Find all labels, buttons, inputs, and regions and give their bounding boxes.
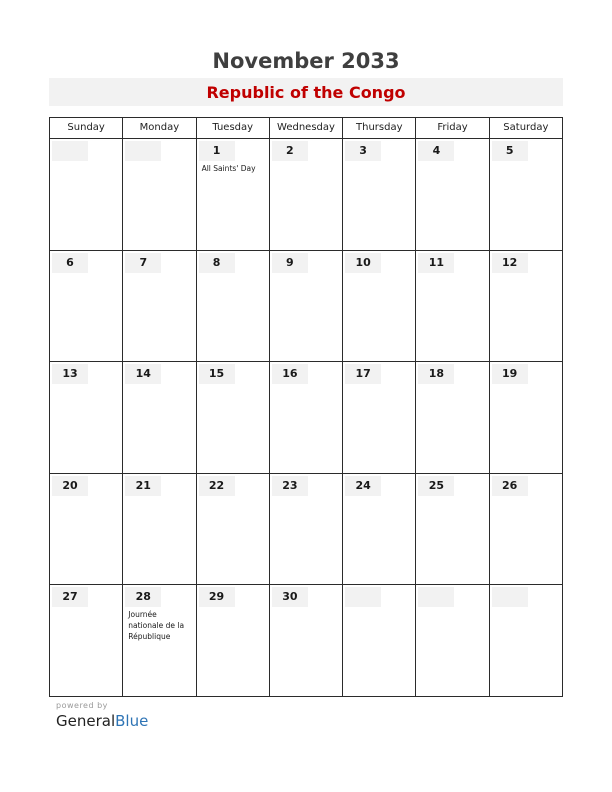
weekday-sunday: Sunday (50, 118, 123, 139)
day-cell (343, 362, 416, 474)
day-cell (269, 362, 342, 474)
day-cell (416, 585, 489, 697)
generalblue-logo[interactable] (56, 711, 148, 731)
day-number: 25 (418, 476, 454, 496)
day-cell (196, 473, 269, 585)
day-cell (269, 139, 342, 251)
day-cell (489, 585, 562, 697)
day-cell (489, 362, 562, 474)
day-number: 11 (418, 253, 454, 273)
day-number: 19 (492, 364, 528, 384)
holiday-label: Journée nationale de la République (128, 610, 185, 642)
day-cell (196, 250, 269, 362)
week-row (50, 362, 563, 474)
day-cell (123, 139, 196, 251)
day-cell (489, 139, 562, 251)
weekday-tuesday: Tuesday (196, 118, 269, 139)
day-number: 5 (492, 141, 528, 161)
day-number: 3 (345, 141, 381, 161)
day-number: 9 (272, 253, 308, 273)
day-number: 27 (52, 587, 88, 607)
day-number: 20 (52, 476, 88, 496)
weekday-monday: Monday (123, 118, 196, 139)
day-number: 17 (345, 364, 381, 384)
footer (56, 700, 148, 731)
day-cell (343, 250, 416, 362)
week-row (50, 585, 563, 697)
day-number: 28 (125, 587, 161, 607)
week-row (50, 473, 563, 585)
brand-blue: Blue (115, 712, 149, 730)
day-cell (123, 250, 196, 362)
day-number: 7 (125, 253, 161, 273)
day-cell (123, 473, 196, 585)
day-cell (416, 139, 489, 251)
day-cell (489, 473, 562, 585)
holiday-label: All Saints' Day (201, 164, 256, 173)
day-number (345, 587, 381, 607)
country-banner (49, 78, 563, 106)
page-title: November 2033 (212, 49, 400, 73)
calendar-grid (49, 117, 563, 697)
day-cell (269, 585, 342, 697)
day-number: 21 (125, 476, 161, 496)
day-cell (50, 473, 123, 585)
day-number: 12 (492, 253, 528, 273)
day-number: 24 (345, 476, 381, 496)
brand-general: General (56, 712, 116, 730)
day-number: 14 (125, 364, 161, 384)
day-number: 18 (418, 364, 454, 384)
day-cell (196, 362, 269, 474)
weekday-thursday: Thursday (343, 118, 416, 139)
day-cell (196, 585, 269, 697)
day-number (52, 141, 88, 161)
day-number: 4 (418, 141, 454, 161)
day-cell (416, 250, 489, 362)
day-cell (416, 362, 489, 474)
weekday-header-row (50, 118, 563, 139)
day-number: 6 (52, 253, 88, 273)
day-number: 29 (199, 587, 235, 607)
day-number: 2 (272, 141, 308, 161)
day-cell (416, 473, 489, 585)
day-cell (489, 250, 562, 362)
powered-by-text: powered by (56, 701, 108, 710)
day-number (418, 587, 454, 607)
day-cell (50, 250, 123, 362)
week-row (50, 250, 563, 362)
day-cell (343, 473, 416, 585)
country-name: Republic of the Congo (206, 83, 406, 102)
day-cell (269, 250, 342, 362)
day-cell (269, 473, 342, 585)
weekday-wednesday: Wednesday (269, 118, 342, 139)
day-cell (50, 139, 123, 251)
day-cell (50, 362, 123, 474)
day-number (125, 141, 161, 161)
day-number: 1 (199, 141, 235, 161)
day-number: 16 (272, 364, 308, 384)
weekday-friday: Friday (416, 118, 489, 139)
day-number: 10 (345, 253, 381, 273)
weekday-saturday: Saturday (489, 118, 562, 139)
day-number: 22 (199, 476, 235, 496)
day-number: 30 (272, 587, 308, 607)
day-cell (343, 139, 416, 251)
day-cell (123, 585, 196, 697)
day-cell (343, 585, 416, 697)
day-number: 8 (199, 253, 235, 273)
day-number: 26 (492, 476, 528, 496)
week-row (50, 139, 563, 251)
day-number: 23 (272, 476, 308, 496)
day-number (492, 587, 528, 607)
day-cell (196, 139, 269, 251)
day-cell (123, 362, 196, 474)
day-number: 15 (199, 364, 235, 384)
day-cell (50, 585, 123, 697)
day-number: 13 (52, 364, 88, 384)
